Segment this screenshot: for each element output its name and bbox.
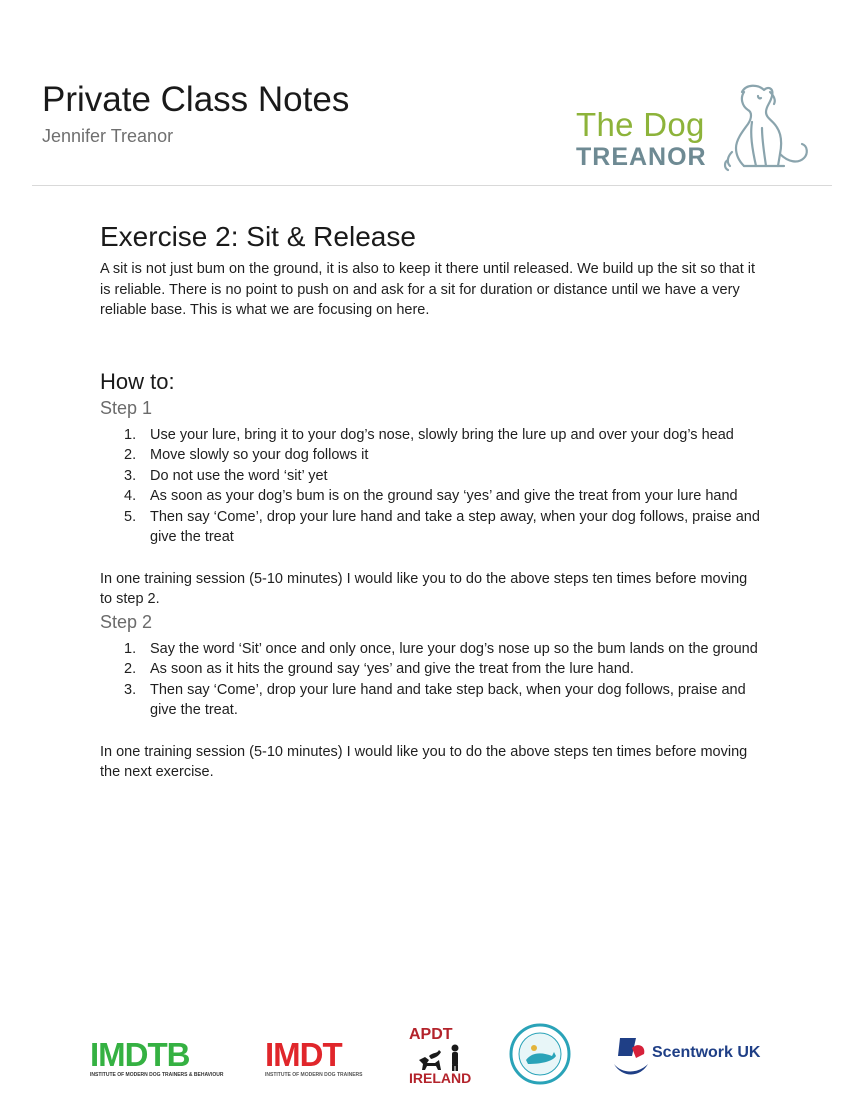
list-item: 2. Move slowly so your dog follows it <box>124 447 369 463</box>
imdtb-logo <box>90 1038 225 1088</box>
list-item: 3. Then say ‘Come’, drop your lure hand and take step back, when your dog follows, praise and give the treat. <box>124 681 746 718</box>
the-dog-treanor-logo <box>574 80 824 175</box>
footer-logos <box>0 1020 850 1090</box>
exercise-intro: A sit is not just bum on the ground, it is also to keep it there until released. We build up the sit so that it is reliable. There is no point to push on and ask for a sit for duration or distance until we have a very reliable base. This is what we are focusing on here. <box>100 261 756 318</box>
how-to-heading: How to: <box>100 368 175 394</box>
dog-outline-icon <box>722 82 822 174</box>
apdt-ireland-logo <box>405 1026 477 1092</box>
imdt-logo <box>265 1038 375 1088</box>
step-2-heading: Step 2 <box>100 611 153 632</box>
step-1-session-note: In one training session (5-10 minutes) I would like you to do the above steps ten times before moving to step 2. <box>100 570 748 607</box>
apdt-logo-text: APDT <box>409 1026 453 1043</box>
logo-line2: TREANOR <box>576 143 707 171</box>
list-item: 1. Use your lure, bring it to your dog’s nose, slowly bring the lure up and over your dog’s head <box>124 426 734 443</box>
imdt-logo-text: IMDT <box>265 1036 342 1073</box>
step-2-session-note: In one training session (5-10 minutes) I would like you to do the above steps ten times before moving the next exercise. <box>100 743 748 780</box>
scentwork-logo-text: Scentwork UK <box>652 1044 761 1061</box>
scentwork-uk-logo <box>610 1034 770 1084</box>
logo-line1: The Dog <box>576 106 705 143</box>
step-1-list <box>100 425 760 548</box>
author-name: Jennifer Treanor <box>42 126 174 146</box>
imdtb-logo-subtitle: INSTITUTE OF MODERN DOG TRAINERS & BEHAVIOUR <box>90 1072 224 1078</box>
association-badge-icon <box>508 1022 572 1088</box>
apdt-logo-subtext: IRELAND <box>409 1070 472 1086</box>
step-1-heading: Step 1 <box>100 397 153 418</box>
list-item: 5. Then say ‘Come’, drop your lure hand and take a step away, when your dog follows, praise and give the treat <box>124 508 760 545</box>
scentwork-emblem-icon <box>610 1034 652 1080</box>
header-divider <box>32 185 832 186</box>
imdtb-logo-text: IMDTB <box>90 1036 190 1073</box>
exercise-title: Exercise 2: Sit & Release <box>100 221 416 252</box>
list-item: 3. Do not use the word ‘sit’ yet <box>124 467 328 484</box>
exercise-content <box>100 218 760 783</box>
association-dynamic-dog-practitioners-logo <box>508 1022 572 1088</box>
step-2-list <box>100 639 760 721</box>
list-item: 2. As soon as it hits the ground say ‘yes’ and give the treat from the lure hand. <box>124 661 634 677</box>
page-header <box>0 0 850 186</box>
list-item: 1. Say the word ‘Sit’ once and only once, lure your dog’s nose up so the bum lands on the ground <box>124 640 758 657</box>
list-item: 4. As soon as your dog’s bum is on the ground say ‘yes’ and give the treat from your lure hand <box>124 488 738 504</box>
imdt-logo-subtitle: INSTITUTE OF MODERN DOG TRAINERS <box>265 1072 363 1078</box>
page-title: Private Class Notes <box>42 80 350 119</box>
